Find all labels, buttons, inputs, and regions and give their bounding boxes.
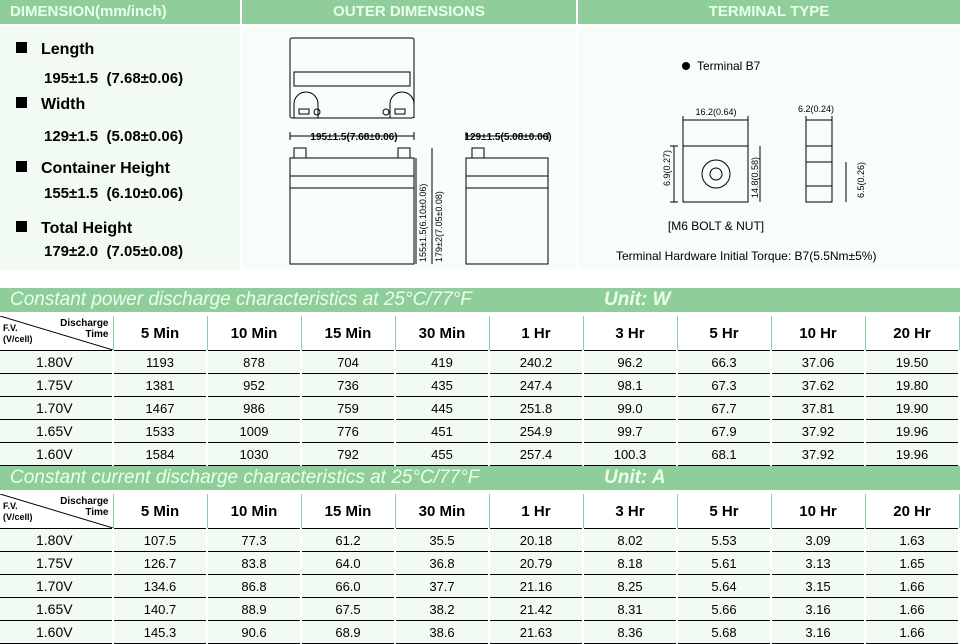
value-cell: 61.2 [301,529,395,552]
value-cell: 776 [301,420,395,443]
value-cell: 5.61 [677,552,771,575]
spec-total-height-value: 179±2.0 (7.05±0.08) [44,243,184,260]
value-cell: 952 [207,374,301,397]
terminal-name: Terminal B7 [697,59,761,73]
value-cell: 878 [207,351,301,374]
value-cell: 1533 [113,420,207,443]
value-cell: 5.64 [677,575,771,598]
value-cell: 99.7 [583,420,677,443]
column-header: 10 Hr [771,494,865,529]
value-cell: 3.13 [771,552,865,575]
value-cell: 38.6 [395,621,489,644]
current-table-unit: Unit: A [604,467,666,488]
terminal-height-label-left: 6.9(0.27) [662,149,672,186]
outer-dimensions-drawing [242,26,576,270]
battery-front-view [290,132,432,264]
value-cell: 64.0 [301,552,395,575]
value-cell: 8.36 [583,621,677,644]
column-header: 15 Min [301,494,395,529]
value-cell: 37.7 [395,575,489,598]
table-row [0,621,959,644]
spec-width: Width [16,96,85,114]
value-cell: 1584 [113,443,207,466]
final-voltage-cell: 1.75V [0,552,113,575]
bullet-square-icon [16,97,27,108]
value-cell: 88.9 [207,598,301,621]
value-cell: 19.96 [865,420,959,443]
table-row [0,598,959,621]
container-dimension-label: 155±1.5(6.10±0.06) [418,183,428,262]
value-cell: 1030 [207,443,301,466]
value-cell: 67.9 [677,420,771,443]
value-cell: 134.6 [113,575,207,598]
table-header-row [0,316,959,351]
length-dimension-label: 195±1.5(7.68±0.06) [310,132,398,143]
bullet-dot-icon [682,62,690,70]
final-voltage-cell: 1.75V [0,374,113,397]
value-cell: 37.92 [771,443,865,466]
value-cell: 251.8 [489,397,583,420]
value-cell: 37.81 [771,397,865,420]
value-cell: 419 [395,351,489,374]
final-voltage-cell: 1.80V [0,529,113,552]
value-cell: 21.63 [489,621,583,644]
value-cell: 66.3 [677,351,771,374]
table-corner-cell: Discharge Time F.V. (V/cell) [0,316,113,351]
value-cell: 3.09 [771,529,865,552]
value-cell: 240.2 [489,351,583,374]
value-cell: 1.66 [865,598,959,621]
value-cell: 77.3 [207,529,301,552]
column-header: 3 Hr [583,316,677,351]
value-cell: 8.02 [583,529,677,552]
value-cell: 986 [207,397,301,420]
power-table-unit: Unit: W [604,289,671,310]
dimension-header: DIMENSION(mm/inch) [0,0,240,24]
column-header: 10 Min [207,316,301,351]
value-cell: 19.50 [865,351,959,374]
column-header: 15 Min [301,316,395,351]
value-cell: 1467 [113,397,207,420]
current-discharge-table [0,494,960,644]
value-cell: 435 [395,374,489,397]
spec-length: Length [16,41,94,59]
value-cell: 140.7 [113,598,207,621]
value-cell: 38.2 [395,598,489,621]
value-cell: 5.66 [677,598,771,621]
value-cell: 8.25 [583,575,677,598]
bullet-square-icon [16,161,27,172]
spec-width-value: 129±1.5 (5.08±0.06) [44,128,184,145]
power-table-title: Constant power discharge characteristics at 25°C/77°F [10,289,472,310]
value-cell: 254.9 [489,420,583,443]
value-cell: 37.06 [771,351,865,374]
battery-side-view [466,132,548,264]
value-cell: 5.68 [677,621,771,644]
value-cell: 759 [301,397,395,420]
terminal-drawing [578,26,960,270]
value-cell: 451 [395,420,489,443]
value-cell: 3.16 [771,598,865,621]
column-header: 10 Hr [771,316,865,351]
final-voltage-cell: 1.80V [0,351,113,374]
value-cell: 83.8 [207,552,301,575]
bullet-square-icon [16,42,27,53]
value-cell: 21.16 [489,575,583,598]
terminal-type-header: TERMINAL TYPE [578,0,960,24]
spec-length-value: 195±1.5 (7.68±0.06) [44,70,184,87]
table-row [0,374,959,397]
terminal-front-view [670,116,760,202]
terminal-width-label: 16.2(0.64) [695,107,737,117]
spec-total-height: Total Height [16,220,132,238]
value-cell: 21.42 [489,598,583,621]
value-cell: 1193 [113,351,207,374]
terminal-side-view [806,116,846,202]
value-cell: 98.1 [583,374,677,397]
column-header: 5 Hr [677,316,771,351]
column-header: 20 Hr [865,316,959,351]
column-header: 5 Min [113,494,207,529]
value-cell: 19.80 [865,374,959,397]
terminal-side-height-label: 6.5(0.26) [856,161,866,198]
value-cell: 68.1 [677,443,771,466]
value-cell: 19.90 [865,397,959,420]
outer-dimensions-header: OUTER DIMENSIONS [242,0,576,24]
value-cell: 736 [301,374,395,397]
value-cell: 455 [395,443,489,466]
table-row [0,529,959,552]
column-header: 1 Hr [489,494,583,529]
value-cell: 247.4 [489,374,583,397]
value-cell: 96.2 [583,351,677,374]
table-row [0,443,959,466]
terminal-height-label-mid: 14.8(0.58) [750,156,760,198]
table-row [0,420,959,443]
column-header: 20 Hr [865,494,959,529]
final-voltage-cell: 1.65V [0,420,113,443]
value-cell: 1.66 [865,621,959,644]
power-table-title-bar [0,288,960,312]
column-header: 5 Min [113,316,207,351]
battery-top-view [290,38,414,118]
spec-container-height: Container Height [16,160,170,178]
value-cell: 126.7 [113,552,207,575]
value-cell: 107.5 [113,529,207,552]
final-voltage-cell: 1.70V [0,575,113,598]
value-cell: 35.5 [395,529,489,552]
value-cell: 145.3 [113,621,207,644]
value-cell: 20.79 [489,552,583,575]
value-cell: 20.18 [489,529,583,552]
current-table-title-bar [0,466,960,490]
value-cell: 3.15 [771,575,865,598]
value-cell: 86.8 [207,575,301,598]
power-discharge-table [0,316,960,466]
column-header: 10 Min [207,494,301,529]
value-cell: 257.4 [489,443,583,466]
value-cell: 19.96 [865,443,959,466]
terminal-torque-label: Terminal Hardware Initial Torque: B7(5.5Nm±5%) [616,249,877,263]
value-cell: 1009 [207,420,301,443]
value-cell: 5.53 [677,529,771,552]
value-cell: 1381 [113,374,207,397]
value-cell: 37.92 [771,420,865,443]
final-voltage-cell: 1.70V [0,397,113,420]
value-cell: 792 [301,443,395,466]
value-cell: 1.63 [865,529,959,552]
final-voltage-cell: 1.60V [0,443,113,466]
value-cell: 8.31 [583,598,677,621]
final-voltage-cell: 1.65V [0,598,113,621]
terminal-bolt-label: [M6 BOLT & NUT] [667,219,765,233]
value-cell: 37.62 [771,374,865,397]
table-row [0,397,959,420]
value-cell: 704 [301,351,395,374]
value-cell: 68.9 [301,621,395,644]
table-header-row [0,494,959,529]
value-cell: 90.6 [207,621,301,644]
column-header: 5 Hr [677,494,771,529]
current-table-title: Constant current discharge characteristics at 25°C/77°F [10,467,480,488]
value-cell: 1.65 [865,552,959,575]
value-cell: 3.16 [771,621,865,644]
value-cell: 445 [395,397,489,420]
column-header: 3 Hr [583,494,677,529]
table-row [0,552,959,575]
value-cell: 67.3 [677,374,771,397]
value-cell: 100.3 [583,443,677,466]
table-row [0,351,959,374]
final-voltage-cell: 1.60V [0,621,113,644]
value-cell: 66.0 [301,575,395,598]
value-cell: 67.5 [301,598,395,621]
column-header: 30 Min [395,494,489,529]
table-row [0,575,959,598]
value-cell: 36.8 [395,552,489,575]
spec-container-height-value: 155±1.5 (6.10±0.06) [44,185,184,202]
value-cell: 8.18 [583,552,677,575]
total-dimension-label: 179±2(7.05±0.08) [434,191,444,262]
column-header: 1 Hr [489,316,583,351]
bullet-square-icon [16,221,27,232]
value-cell: 67.7 [677,397,771,420]
column-header: 30 Min [395,316,489,351]
terminal-side-width-label: 6.2(0.24) [797,104,835,114]
width-dimension-label: 129±1.5(5.08±0.06) [464,132,552,143]
value-cell: 99.0 [583,397,677,420]
value-cell: 1.66 [865,575,959,598]
table-corner-cell: Discharge Time F.V. (V/cell) [0,494,113,529]
